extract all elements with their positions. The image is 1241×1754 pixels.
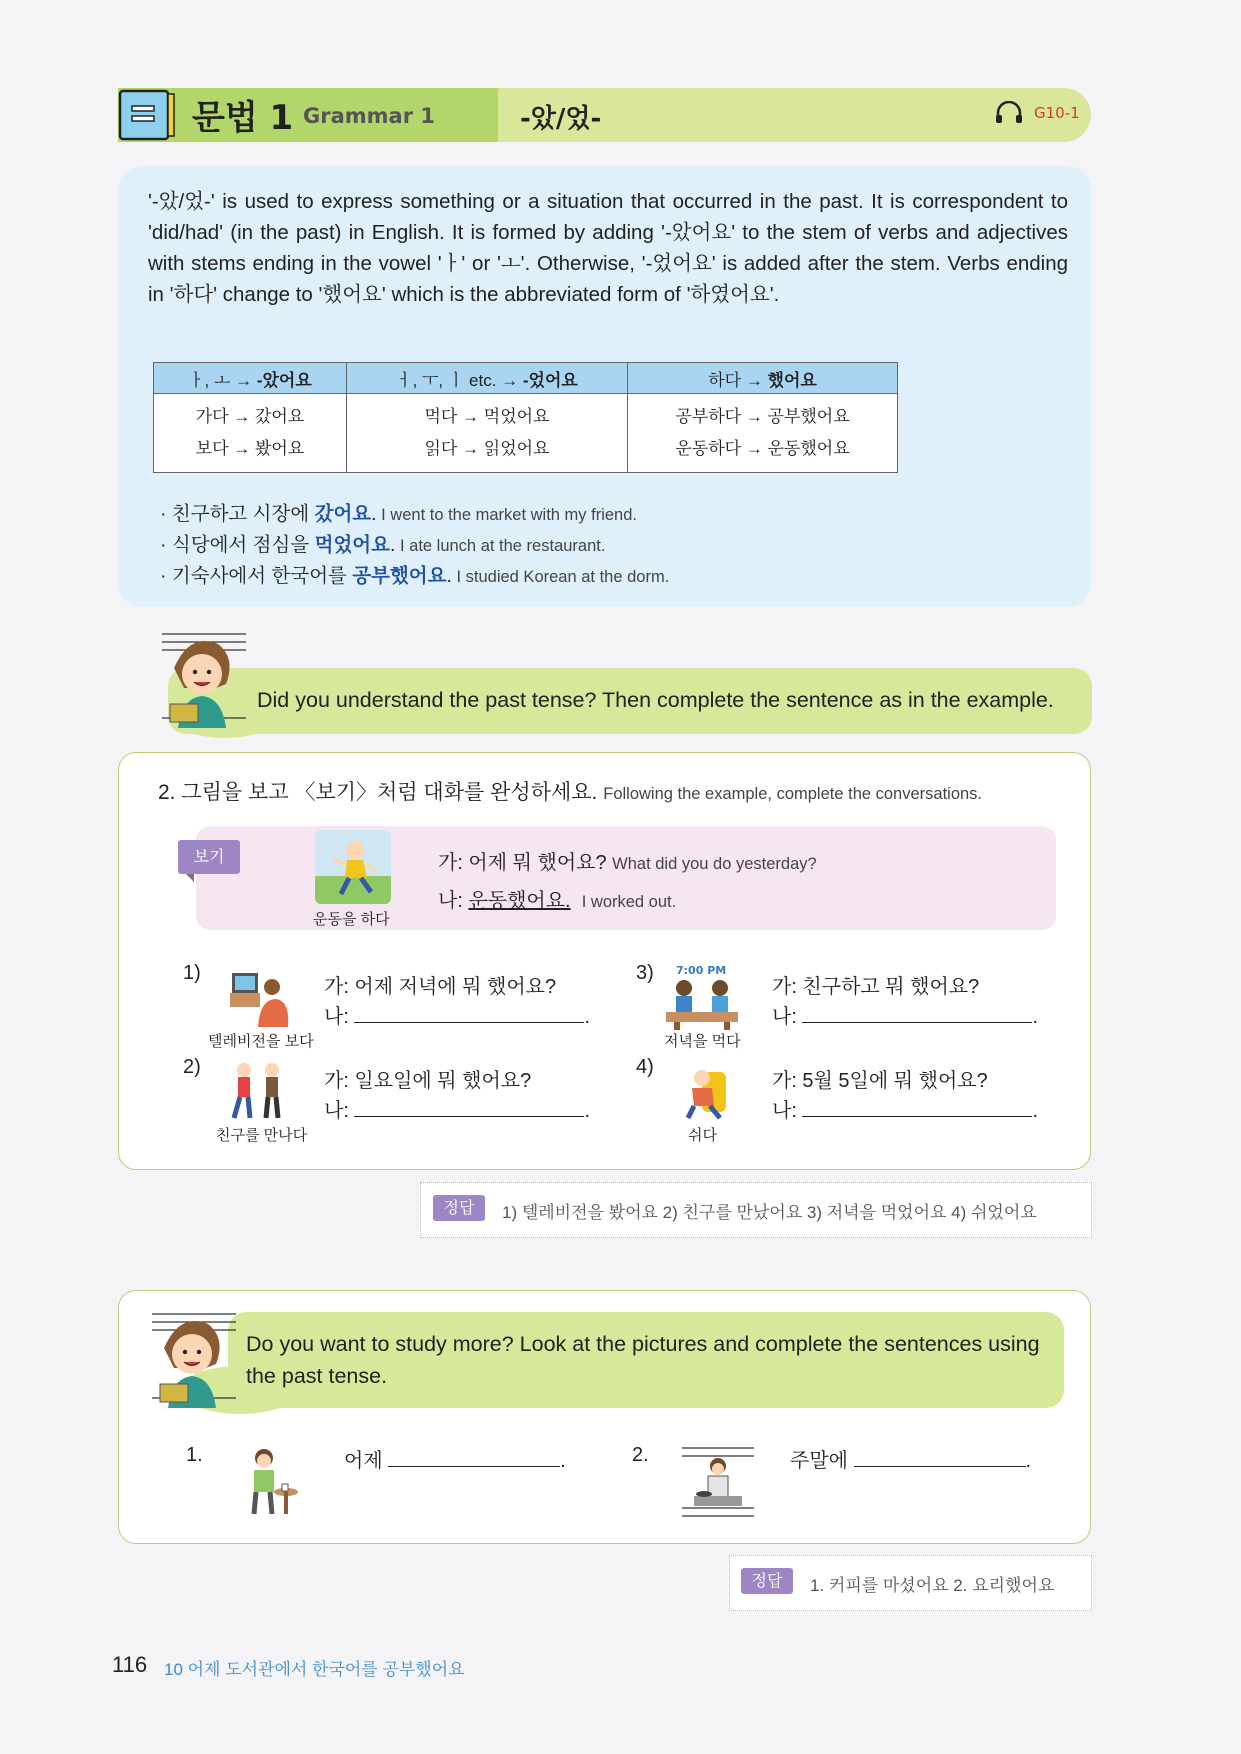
item-number: 1) <box>183 962 201 984</box>
answer-text: 1) 텔레비전을 봤어요 2) 친구를 만났어요 3) 저녁을 먹었어요 4) 쉬었어요 <box>502 1203 1037 1222</box>
chapter-title: 10 어제 도서관에서 한국어를 공부했어요 <box>164 1660 465 1679</box>
prompt-text: Do you want to study more? Look at the pictures and complete the sentences using the past tense. <box>246 1332 1040 1388</box>
section-title: 문법 1 <box>192 98 294 138</box>
practice-sentence[interactable]: 주말에 . <box>790 1450 1032 1472</box>
item-number: 4) <box>636 1056 654 1078</box>
item-caption: 친구를 만나다 <box>216 1127 308 1144</box>
prompt-text: Did you understand the past tense? Then complete the sentence as in the example. <box>257 688 1054 712</box>
example-caption: 운동을 하다 <box>313 911 390 928</box>
section-subtitle: Grammar 1 <box>303 104 435 128</box>
section-header-divider <box>448 88 500 142</box>
example-sentence: · 기숙사에서 한국어를 공부했어요. I studied Korean at the dorm. <box>160 565 670 587</box>
example-question: 가: 어제 뭐 했어요? What did you do yesterday? <box>438 852 817 874</box>
table-header: ㅏ, ㅗ → -았어요 <box>154 363 347 394</box>
exercise-illustration <box>680 1062 730 1120</box>
exercise-question: 2. 그림을 보고 〈보기〉처럼 대화를 완성하세요. Following the example, complete the conversations. <box>158 781 983 804</box>
item-number: 1. <box>186 1444 203 1466</box>
example-sentence: · 친구하고 시장에 갔어요. I went to the market with my friend. <box>160 503 637 525</box>
item-question: 가: 5월 5일에 뭐 했어요? <box>772 1070 988 1092</box>
clock-label: 7:00 PM <box>676 964 727 977</box>
explanation-text: '-았/었-' is used to express something or a situation that occurred in the past. It is correspondent to 'did/had' (in the past) in English. It is formed by adding '-았어요' to the stem of verbs and adjectives with stems ending in the vowel 'ㅏ' or 'ㅗ'. Otherwise, '-었어요' is added after the stem. Verbs ending in '하다' change to '했어요' which is the abbreviated form of '하였어요'. <box>148 190 1068 306</box>
item-question: 가: 일요일에 뭐 했어요? <box>324 1070 532 1092</box>
table-cell: 가다 → 갔어요 보다 → 봤어요 <box>154 394 347 473</box>
item-answer-line[interactable]: 나: . <box>772 1100 1039 1122</box>
answer-tag: 정답 <box>433 1195 485 1221</box>
practice-illustration <box>680 1444 756 1520</box>
teacher-illustration <box>150 1308 238 1408</box>
exercise-illustration <box>315 830 391 904</box>
exercise-illustration <box>664 978 740 1030</box>
book-icon <box>118 88 176 142</box>
item-question: 가: 어제 저녁에 뭐 했어요? <box>324 976 557 998</box>
headphones-icon[interactable] <box>994 101 1024 125</box>
practice-sentence[interactable]: 어제 . <box>344 1450 566 1472</box>
exercise-illustration <box>228 965 290 1027</box>
example-sentence: · 식당에서 점심을 먹었어요. I ate lunch at the restaurant. <box>160 534 606 556</box>
item-caption: 저녁을 먹다 <box>664 1033 741 1050</box>
table-header: ㅓ, ㅜ, ㅣ etc. → -었어요 <box>346 363 627 394</box>
item-number: 2) <box>183 1056 201 1078</box>
item-answer-line[interactable]: 나: . <box>324 1006 591 1028</box>
item-number: 3) <box>636 962 654 984</box>
item-number: 2. <box>632 1444 649 1466</box>
item-answer-line[interactable]: 나: . <box>772 1006 1039 1028</box>
exercise-illustration <box>226 1058 290 1122</box>
page-number: 116 <box>112 1652 148 1677</box>
table-header: 하다 → 했어요 <box>628 363 898 394</box>
answer-text: 1. 커피를 마셨어요 2. 요리했어요 <box>810 1576 1055 1595</box>
table-cell: 먹다 → 먹었어요 읽다 → 읽었어요 <box>346 394 627 473</box>
table-cell: 공부하다 → 공부했어요 운동하다 → 운동했어요 <box>628 394 898 473</box>
conjugation-table <box>153 362 898 473</box>
example-answer: 나: 운동했어요. I worked out. <box>438 890 677 912</box>
practice-illustration <box>244 1446 300 1518</box>
audio-track-label[interactable]: G10-1 <box>1034 104 1080 122</box>
item-caption: 쉬다 <box>688 1127 717 1144</box>
grammar-pattern: -았/었- <box>520 104 602 134</box>
example-tag: 보기 <box>178 840 240 874</box>
answer-tag: 정답 <box>741 1568 793 1594</box>
item-question: 가: 친구하고 뭐 했어요? <box>772 976 980 998</box>
item-answer-line[interactable]: 나: . <box>324 1100 591 1122</box>
teacher-illustration <box>160 628 248 728</box>
item-caption: 텔레비전을 보다 <box>208 1033 314 1050</box>
